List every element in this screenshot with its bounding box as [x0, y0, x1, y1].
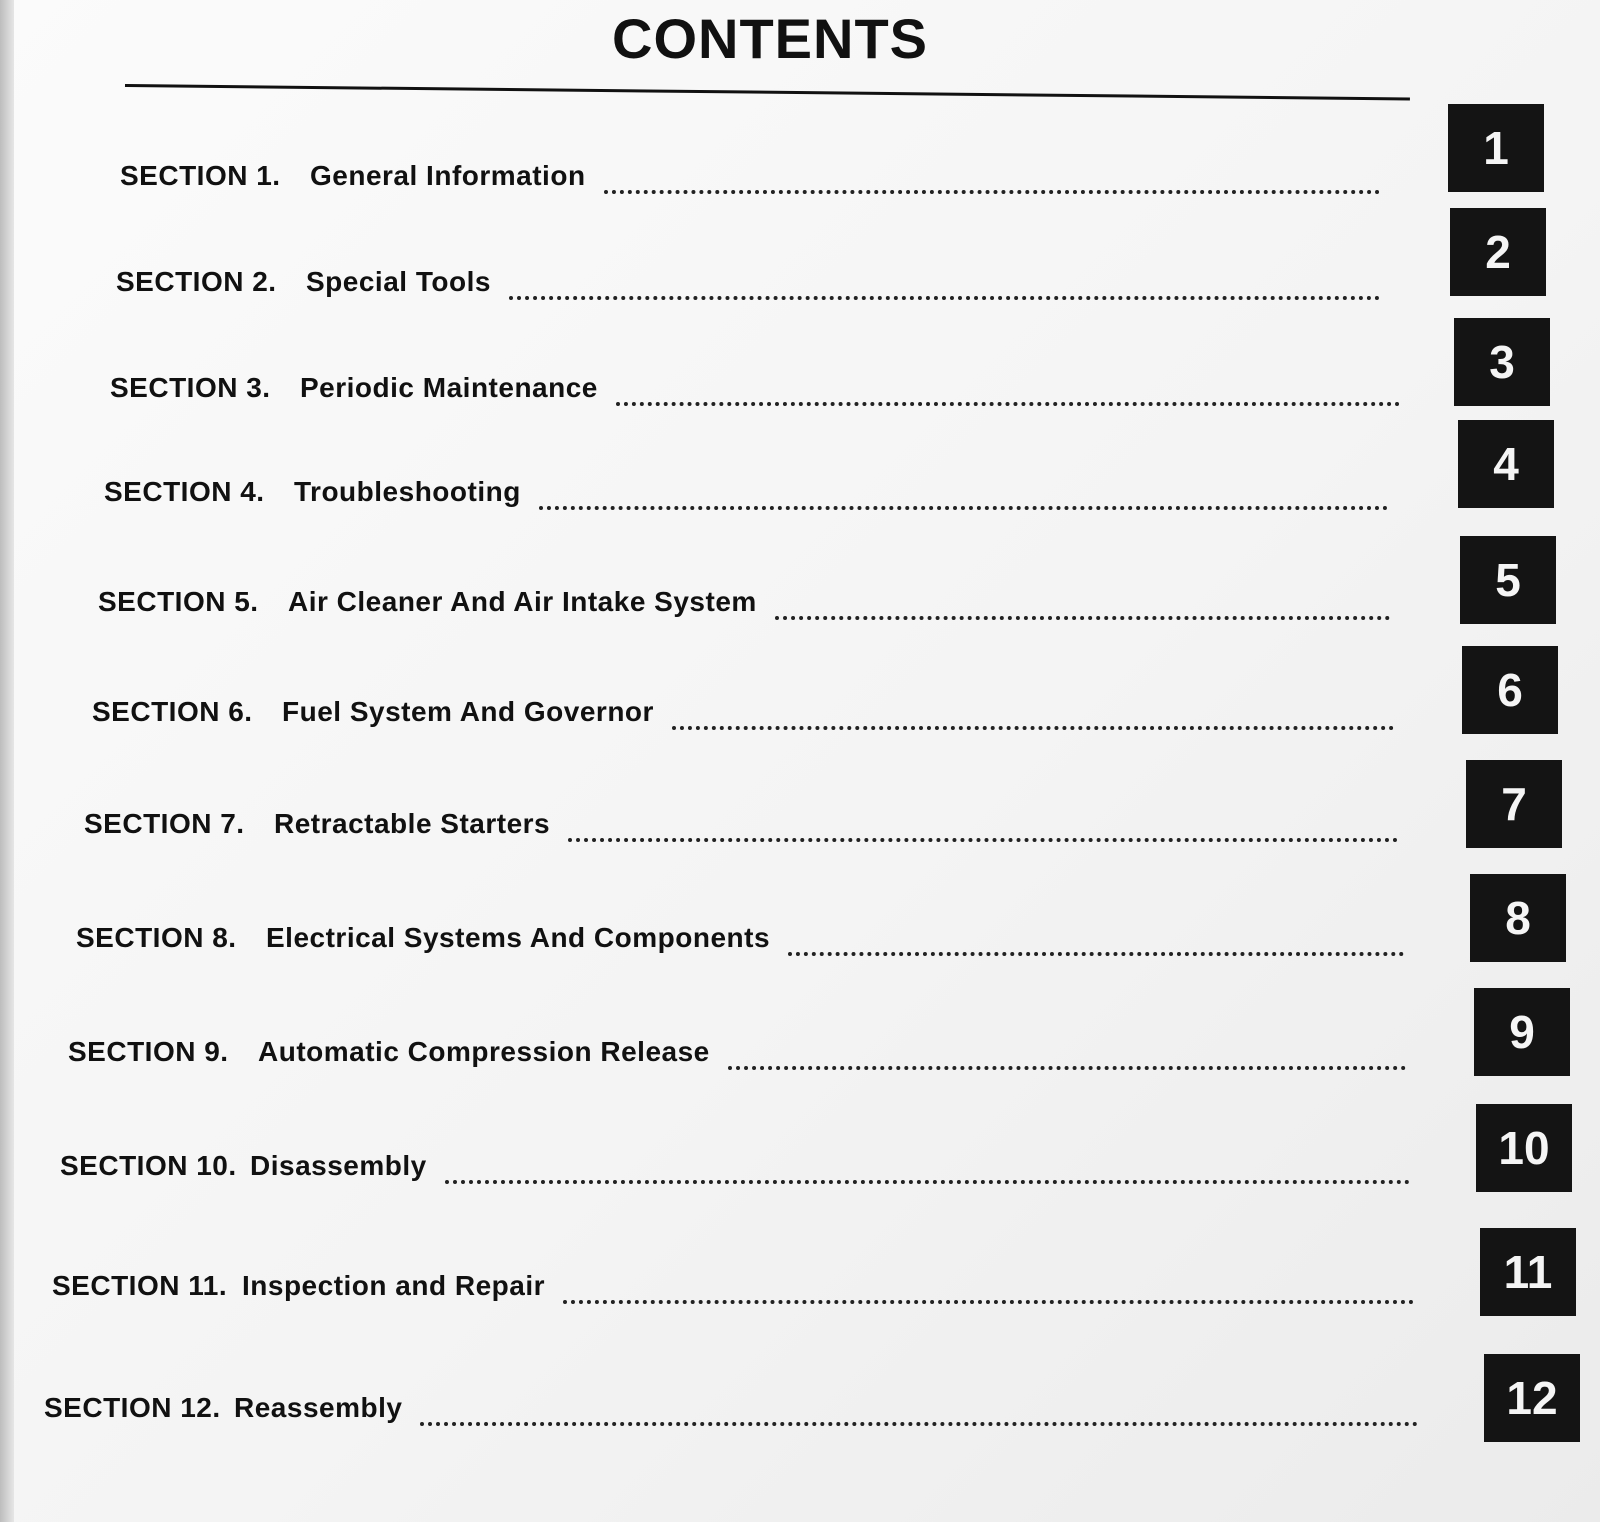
section-tab[interactable]: 12	[1484, 1354, 1580, 1442]
section-number: SECTION 6.	[92, 696, 253, 727]
dot-leader	[445, 1160, 1410, 1184]
toc-entry[interactable]	[92, 696, 1394, 736]
dot-leader	[420, 1402, 1418, 1426]
section-title: Air Cleaner And Air Intake System	[288, 586, 757, 617]
section-title: Retractable Starters	[274, 808, 551, 839]
section-title: Fuel System And Governor	[282, 696, 654, 727]
dot-leader	[616, 382, 1400, 406]
toc-entry[interactable]	[84, 808, 1398, 848]
toc-entry[interactable]	[116, 266, 1380, 306]
title-divider	[125, 84, 1410, 100]
section-tab[interactable]: 8	[1470, 874, 1566, 962]
dot-leader	[604, 170, 1380, 194]
section-number: SECTION 3.	[110, 372, 271, 403]
section-number: SECTION 8.	[76, 922, 237, 953]
section-title: Reassembly	[234, 1392, 403, 1423]
section-number: SECTION 1.	[120, 160, 281, 191]
section-number: SECTION 10.	[60, 1150, 237, 1181]
section-tab[interactable]: 1	[1448, 104, 1544, 192]
section-title: Automatic Compression Release	[258, 1036, 710, 1067]
section-tab[interactable]: 4	[1458, 420, 1554, 508]
toc-entry[interactable]	[68, 1036, 1406, 1076]
page-edge-shadow	[0, 0, 14, 1522]
dot-leader	[509, 276, 1380, 300]
section-number: SECTION 2.	[116, 266, 277, 297]
page-title: CONTENTS	[612, 7, 928, 70]
section-title: Troubleshooting	[294, 476, 521, 507]
dot-leader	[539, 486, 1388, 510]
section-title: Electrical Systems And Components	[266, 922, 771, 953]
section-number: SECTION 5.	[98, 586, 259, 617]
section-tab[interactable]: 6	[1462, 646, 1558, 734]
section-tab[interactable]: 9	[1474, 988, 1570, 1076]
section-number: SECTION 12.	[44, 1392, 221, 1423]
toc-entry[interactable]	[44, 1392, 1418, 1432]
section-number: SECTION 11.	[52, 1270, 228, 1301]
section-tab[interactable]: 7	[1466, 760, 1562, 848]
toc-entry[interactable]	[120, 160, 1380, 200]
dot-leader	[563, 1280, 1414, 1304]
dot-leader	[568, 818, 1398, 842]
dot-leader	[728, 1046, 1406, 1070]
section-tab[interactable]: 11	[1480, 1228, 1576, 1316]
section-number: SECTION 7.	[84, 808, 245, 839]
section-tab[interactable]: 10	[1476, 1104, 1572, 1192]
dot-leader	[775, 596, 1390, 620]
section-number: SECTION 9.	[68, 1036, 229, 1067]
dot-leader	[672, 706, 1394, 730]
toc-entry[interactable]	[60, 1150, 1410, 1190]
section-tab[interactable]: 5	[1460, 536, 1556, 624]
toc-entry[interactable]	[98, 586, 1390, 626]
section-title: General Information	[310, 160, 586, 191]
dot-leader	[788, 932, 1404, 956]
section-title: Periodic Maintenance	[300, 372, 598, 403]
section-tab[interactable]: 2	[1450, 208, 1546, 296]
toc-entry[interactable]	[52, 1270, 1414, 1310]
toc-entry[interactable]	[104, 476, 1388, 516]
toc-entry[interactable]	[76, 922, 1404, 962]
section-title: Inspection and Repair	[242, 1270, 545, 1301]
section-tab[interactable]: 3	[1454, 318, 1550, 406]
section-number: SECTION 4.	[104, 476, 265, 507]
section-title: Special Tools	[306, 266, 491, 297]
section-title: Disassembly	[250, 1150, 427, 1181]
toc-entry[interactable]	[110, 372, 1400, 412]
